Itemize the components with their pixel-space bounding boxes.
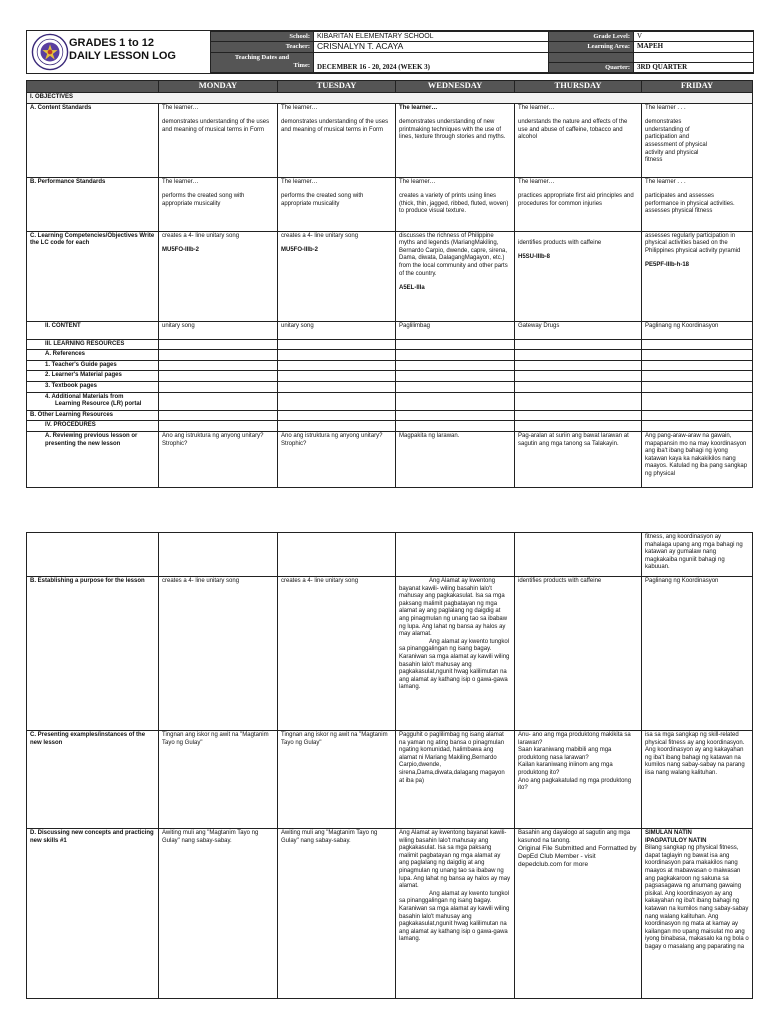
alamat-paragraph-2: Ang alamat ay kwento tungkol sa pinanggalingan ng isang bagay. Karaniwan sa mga alamat ay kawili wiling basahin lalo't mahusay ang pagkakasulat,ngunit hwag kalilimutan na ang alamat ay kathang isip o gawa-gawa lamang. bbox=[399, 890, 510, 943]
question-4: Ano ang pagkakatulad ng mga produktong ito? bbox=[518, 777, 632, 792]
cell-thu bbox=[515, 231, 642, 321]
grade-level-value: V bbox=[634, 32, 754, 42]
cell-wed: Magpakita ng larawan. bbox=[396, 431, 515, 487]
cell-mon bbox=[159, 231, 278, 321]
cell-thu bbox=[515, 103, 642, 177]
lesson-log-header bbox=[26, 30, 754, 74]
cell-text: creates a variety of prints using lines (thick, thin, jagged, ribbed, fluted, woven) to produce visual texture. bbox=[399, 193, 509, 215]
label-learning-resources: III. LEARNING RESOURCES bbox=[27, 339, 159, 350]
cell-mon: Awiting muli ang "Magtanim Tayo ng Gulay" nang sabay-sabay. bbox=[159, 829, 278, 999]
lc-code: H5SU-IIIb-8 bbox=[518, 254, 551, 261]
quarter-value: 3RD QUARTER bbox=[634, 62, 754, 72]
label-competencies: C. Learning Competencies/Objectives Write the LC code for each bbox=[27, 231, 159, 321]
row-discussing bbox=[27, 829, 753, 999]
cell-thu: identifies products with caffeine bbox=[515, 577, 642, 731]
competency-text: assesses regularly participation in physical activities based on the Philippines physical activity pyramid bbox=[645, 232, 741, 254]
cell-text: demonstrates understanding of the uses and meaning of musical terms in Form bbox=[162, 119, 270, 133]
cell-mon bbox=[159, 177, 278, 231]
cell-tue: creates a 4- line unitary song bbox=[278, 577, 396, 731]
day-header-friday: FRIDAY bbox=[642, 81, 753, 93]
cell-tue bbox=[278, 103, 396, 177]
cell-text: demonstrates understanding of new printmaking techniques with the use of lines, texture through stories and myths. bbox=[399, 119, 506, 141]
learner-prefix: The learner . . . bbox=[645, 104, 686, 111]
learner-prefix: The learner… bbox=[399, 178, 436, 185]
row-content-standards bbox=[27, 103, 753, 177]
section-objectives: I. OBJECTIVES bbox=[27, 93, 753, 104]
cell-fri: fitness, ang koordinasyon ay mahalaga upang ang mga bahagi ng katawan ay gumalaw nang magkakaiba nguniit bahagi ng kabuuan. bbox=[642, 533, 753, 577]
deped-club-notice: Original File Submitted and Formatted by DepEd Club Member - visit depedclub.com for more bbox=[518, 845, 637, 869]
day-header-thursday: THURSDAY bbox=[515, 81, 642, 93]
title-line-2: DAILY LESSON LOG bbox=[69, 50, 176, 62]
school-value: KIBARITAN ELEMENTARY SCHOOL bbox=[314, 32, 549, 42]
teaching-dates-label bbox=[211, 52, 314, 73]
alamat-paragraph-1: Ang Alamat ay kwentong bayanat kawili- wiling basahin lalo't mahusay ang pagkakasulat. Isa sa mga paksang malimit pagbatayan ng mga alamat ay ang paglalang ng daigdig at ang pinagmulan ng unang tao sa ibabaw ng lupa. Ang lahat ng bansa ay halos ay may alamat. bbox=[399, 830, 511, 890]
learning-area-value: MAPEH bbox=[634, 42, 754, 52]
cell-fri: Ang pang-araw-araw na gawain, mapapansin mo na may koordinasyon ang iba't ibang bahagi ng iyong katawan kaya ka nakakikilos nang maayos. Katulad ng iba pang sangkap ng physical bbox=[642, 431, 753, 487]
cell-mon: creates a 4- line unitary song bbox=[159, 577, 278, 731]
teaching-dates-value: DECEMBER 16 - 20, 2024 (WEEK 3) bbox=[314, 52, 549, 73]
label-other-resources: B. Other Learning Resources bbox=[27, 410, 159, 421]
cell-thu: Gateway Drugs bbox=[515, 321, 642, 339]
competency-text: creates a 4- line unitary song bbox=[162, 232, 240, 239]
lesson-log-table-page-1 bbox=[26, 80, 753, 488]
teacher-label: Teacher: bbox=[211, 42, 314, 52]
dialogue-instruction: Basahin ang dayalogo at sagutin ang mga kasunod na tanong. bbox=[518, 830, 631, 844]
blank-label bbox=[549, 52, 634, 62]
question-3: Kailan karaniwang iniinom ang mga produktong ito? bbox=[518, 762, 613, 776]
cell-tue bbox=[278, 177, 396, 231]
learner-prefix: The learner… bbox=[162, 104, 199, 111]
cell-text: participates and assesses performance in physical activities. bbox=[645, 193, 735, 207]
day-header-tuesday: TUESDAY bbox=[278, 81, 396, 93]
lc-code: MU5FO-IIIb-2 bbox=[281, 247, 318, 254]
competency-text: discusses the richness of Philippine myths and legends (MariangMakiling, Bernardo Carpio, dwende, capre, sirena, Dama, diwata, DalagangMagayon, etc.) from the local community and other parts of the country. bbox=[399, 232, 508, 277]
cell-mon: Tingnan ang iskor ng awit na "Magtanim Tayo ng Gulay" bbox=[159, 731, 278, 829]
row-competencies bbox=[27, 231, 753, 321]
learning-area-label: Learning Area: bbox=[549, 42, 634, 52]
cell-text-2: assesses physical fitness bbox=[645, 208, 713, 215]
teaching-dates-label-1: Teaching Dates and bbox=[234, 54, 290, 62]
koordinasyon-text: Bilang sangkap ng physical fitness, dapat taglayin ng bawat isa ang koordinasyon para makakilos nang maayos at mabawasan o maiwasan ang pagkakaroon ng sakuna sa pagsasagawa ng anumang gawaing pisikal. Ang koordinasyon ay ang kakayahan ng iba't ibang bahagi ng katawan na kumilos nang sabay-sabay nang walang kalituhan. Ang koordinasyon ng mata at kamay ay kailangan mo upang maisulat mo ang iyong binabasa, makasalo ka ng bola o bagay o masalang ang paparating na bbox=[645, 845, 749, 950]
cell-text: performs the created song with appropriate musicality bbox=[281, 193, 364, 207]
learner-prefix: The learner . . . bbox=[645, 178, 686, 185]
cell-text: demonstrates understanding of the uses and meaning of musical terms in Form bbox=[281, 119, 389, 133]
lesson-log-table-page-2 bbox=[26, 532, 753, 999]
teaching-dates-label-2: Time: bbox=[293, 62, 310, 70]
row-examples bbox=[27, 731, 753, 829]
cell-mon: unitary song bbox=[159, 321, 278, 339]
cell-mon bbox=[159, 103, 278, 177]
question-2: Saan karaniwang mabibili ang mga produktong nasa larawan? bbox=[518, 747, 612, 761]
lc-code: MU5FO-IIIb-2 bbox=[162, 247, 199, 254]
cell-fri: isa sa mga sangkap ng skill-related physical fitness ay ang koordinasyon. Ang koordinasyon ay ang kakayahan ng iba't ibang bahagi ng katawan na kumilos nang sabay-sabay na parang iisa nang walang kalituhan. bbox=[642, 731, 753, 829]
label-discussing: D. Discussing new concepts and practicing new skills #1 bbox=[27, 829, 159, 999]
row-content bbox=[27, 321, 753, 339]
learner-prefix: The learner… bbox=[518, 178, 555, 185]
blank-value bbox=[634, 52, 754, 62]
cell-tue bbox=[278, 231, 396, 321]
label-additional-materials bbox=[27, 392, 159, 410]
cell-wed: Paglilimbag bbox=[396, 321, 515, 339]
learner-prefix: The learner… bbox=[281, 104, 318, 111]
cell-tue: Awiting muli ang "Magtanim Tayo ng Gulay" nang sabay-sabay. bbox=[278, 829, 396, 999]
competency-text: creates a 4- line unitary song bbox=[281, 232, 359, 239]
cell-fri bbox=[642, 231, 753, 321]
label-purpose: B. Establishing a purpose for the lesson bbox=[27, 577, 159, 731]
cell-wed bbox=[396, 577, 515, 731]
cell-fri: Paglinang ng Koordinasyon bbox=[642, 321, 753, 339]
additional-line-1: 4. Additional Materials from bbox=[45, 393, 124, 400]
cell-fri bbox=[642, 103, 753, 177]
corner-cell bbox=[27, 81, 159, 93]
cell-text: performs the created song with appropriate musicality bbox=[162, 193, 245, 207]
label-reviewing: A. Reviewing previous lesson or presenting the new lesson bbox=[27, 431, 159, 487]
label-references: A. References bbox=[27, 350, 159, 361]
day-header-monday: MONDAY bbox=[159, 81, 278, 93]
cell-tue: Tingnan ang iskor ng awit na "Magtanim Tayo ng Gulay" bbox=[278, 731, 396, 829]
label-content-standards: A. Content Standards bbox=[27, 103, 159, 177]
section-heading-ipagpatuloy: IPAGPATULOY NATIN bbox=[645, 837, 707, 844]
grade-level-label: Grade Level: bbox=[549, 32, 634, 42]
school-label: School: bbox=[211, 32, 314, 42]
deped-seal-icon bbox=[31, 33, 69, 71]
cell-wed: Pagguhit o paglilimbag ng isang alamat na yaman ng ating bansa o pinagmulan ngating komunidad, halimbawa ang alamat ni Mariang Makiling,Bernardo Carpio,dwende, sirena,Dama,diwata,dalagang magayon at iba pa) bbox=[396, 731, 515, 829]
label-learners-material: 2. Learner's Material pages bbox=[27, 371, 159, 382]
day-header-wednesday: WEDNESDAY bbox=[396, 81, 515, 93]
label-examples: C. Presenting examples/instances of the new lesson bbox=[27, 731, 159, 829]
lc-code: A5EL-IIIa bbox=[399, 285, 425, 292]
row-reviewing bbox=[27, 431, 753, 487]
document-title bbox=[69, 37, 176, 63]
cell-wed bbox=[396, 829, 515, 999]
row-performance-standards bbox=[27, 177, 753, 231]
learner-prefix: The learner… bbox=[281, 178, 318, 185]
alamat-paragraph-2: Ang alamat ay kwento tungkol sa pinanggalingan ng isang bagay. Karaniwan sa mga alamat ay kawili wiling basahin lalo't mahusay ang pagkakasulat,ngunit hwag kalilimutan na ang alamat ay kathang isip o gawa-gawa lamang. bbox=[399, 638, 510, 691]
row-purpose bbox=[27, 577, 753, 731]
learner-prefix: The learner… bbox=[518, 104, 555, 111]
label-content: II. CONTENT bbox=[27, 321, 159, 339]
title-line-1: GRADES 1 to 12 bbox=[69, 37, 154, 49]
quarter-label: Quarter: bbox=[549, 62, 634, 72]
cell-fri bbox=[642, 177, 753, 231]
cell-thu bbox=[515, 177, 642, 231]
learner-prefix: The learner… bbox=[399, 104, 438, 111]
teacher-value: CRISNALYN T. ACAYA bbox=[314, 42, 549, 52]
label-procedures: IV. PROCEDURES bbox=[27, 421, 159, 432]
question-1: Anu- ano ang mga produktong makikita sa larawan? bbox=[518, 732, 631, 746]
section-heading-simulan: SIMULAN NATIN bbox=[645, 830, 692, 836]
additional-line-2: Learning Resource (LR) portal bbox=[55, 401, 142, 408]
cell-wed bbox=[396, 177, 515, 231]
cell-wed bbox=[396, 103, 515, 177]
cell-thu bbox=[515, 829, 642, 999]
cell-text: demonstrates understanding of participation and assessment of physical activity and physical fitness bbox=[645, 119, 708, 164]
cell-tue: Ano ang istruktura ng anyong unitary? Strophic? bbox=[278, 431, 396, 487]
cell-tue: unitary song bbox=[278, 321, 396, 339]
cell-wed bbox=[396, 231, 515, 321]
header-info-grid bbox=[210, 31, 754, 73]
label-teachers-guide: 1. Teacher's Guide pages bbox=[27, 360, 159, 371]
lc-code: PE5PF-IIIb-h-18 bbox=[645, 262, 690, 269]
cell-thu bbox=[515, 731, 642, 829]
alamat-paragraph-1: Ang Alamat ay kwentong bayanat kawili- wiling basahin lalo't mahusay ang pagkakasulat. Isa sa mga paksang malimit pagbatayan ng mga alamat ay ang paglalang ng daigdig at ang pinagmulan ng unang tao sa ibabaw ng lupa. Ang lahat ng bansa ay halos ay may alamat. bbox=[399, 578, 508, 638]
cell-text: understands the nature and effects of the use and abuse of caffeine, tobacco and alcohol bbox=[518, 119, 628, 141]
label-textbook: 3. Textbook pages bbox=[27, 381, 159, 392]
cell-mon: Ano ang istruktura ng anyong unitary? Strophic? bbox=[159, 431, 278, 487]
cell-thu: Pag-aralan at suriin ang bawat larawan at sagutin ang mga tanong sa Talakayin. bbox=[515, 431, 642, 487]
learner-prefix: The learner… bbox=[162, 178, 199, 185]
cell-text: practices appropriate first aid principles and procedures for common injuries bbox=[518, 193, 634, 207]
cell-fri bbox=[642, 829, 753, 999]
row-reviewing-continued bbox=[27, 533, 753, 577]
label-performance-standards: B. Performance Standards bbox=[27, 177, 159, 231]
cell-fri: Paglinang ng Koordinasyon bbox=[642, 577, 753, 731]
competency-text: identifies products with caffeine bbox=[518, 239, 602, 246]
